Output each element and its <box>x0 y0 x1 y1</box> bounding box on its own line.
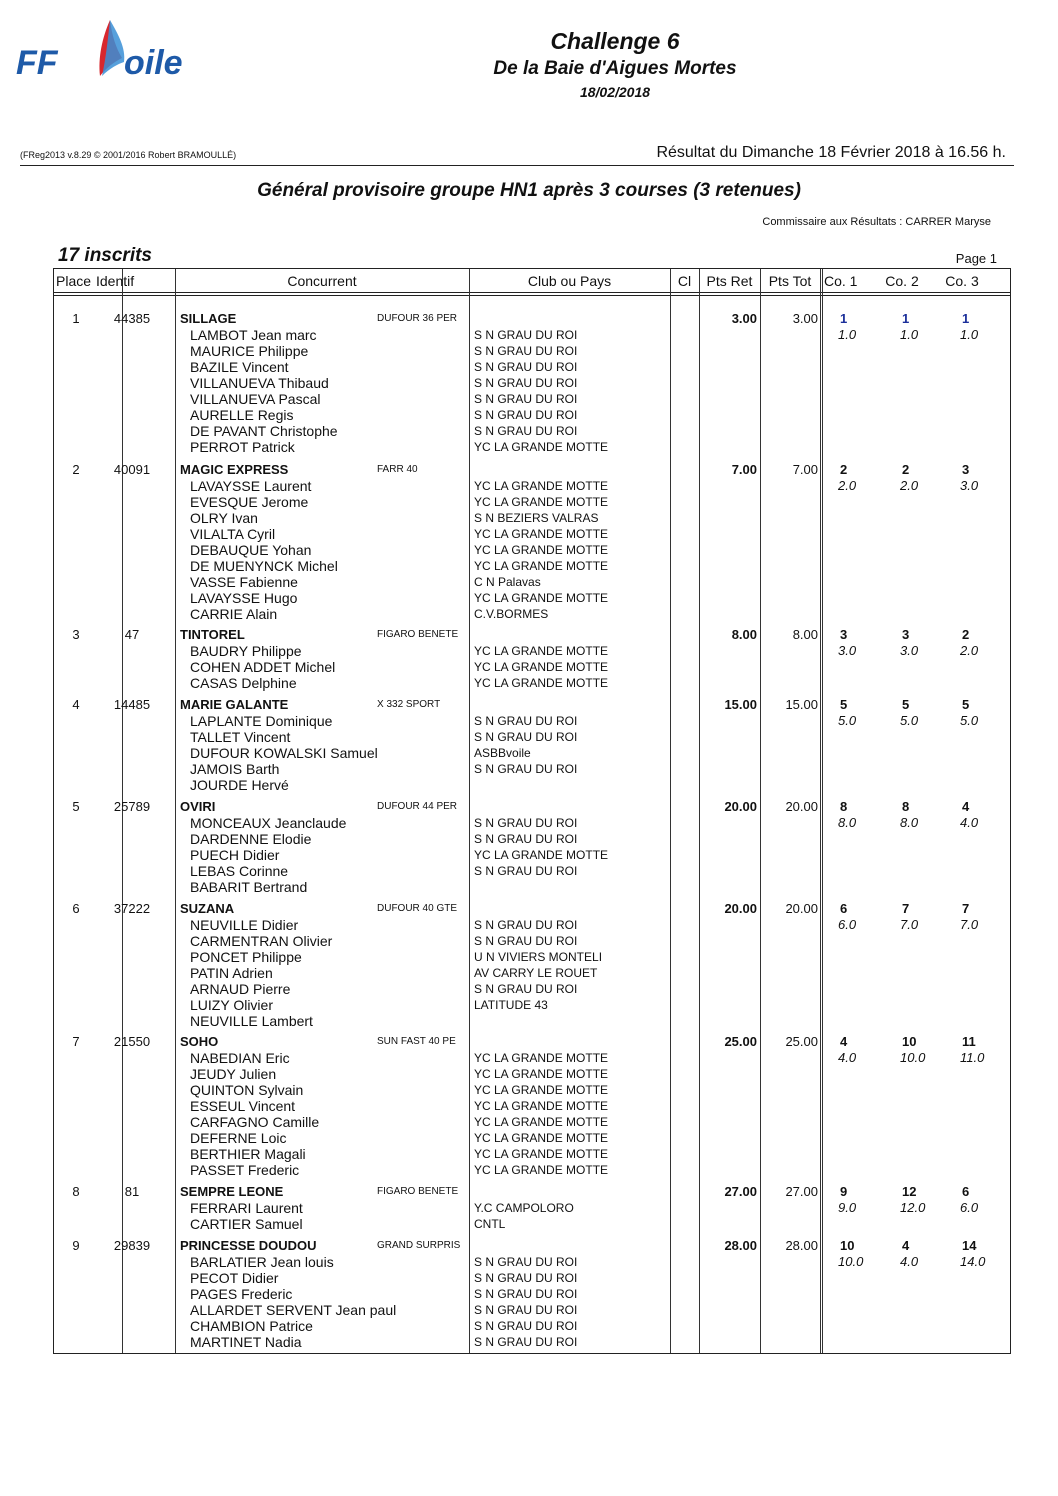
crew-club: YC LA GRANDE MOTTE <box>474 1099 609 1113</box>
pts-tot-cell: 27.00 <box>785 1184 818 1199</box>
race-rank: 4 <box>962 799 970 814</box>
race-rank: 9 <box>840 1184 848 1199</box>
boat-type: DUFOUR 36 PER <box>377 313 458 324</box>
race-score: 6.0 <box>838 917 857 932</box>
crew-name: EVESQUE Jerome <box>190 494 309 510</box>
crew-club: S N GRAU DU ROI <box>474 1335 578 1349</box>
pts-tot-cell: 25.00 <box>785 1034 818 1049</box>
crew-name: BAUDRY Philippe <box>190 643 302 659</box>
crew-name: ESSEUL Vincent <box>190 1098 296 1114</box>
pts-tot-cell: 20.00 <box>785 799 818 814</box>
crew-club: AV CARRY LE ROUET <box>474 966 598 980</box>
ident-cell: 14485 <box>113 697 151 712</box>
col-place: Place <box>56 273 92 289</box>
race-score: 2.0 <box>838 478 857 493</box>
crew-club: YC LA GRANDE MOTTE <box>474 495 609 509</box>
commissaire-line: Commissaire aux Résultats : CARRER Maryse <box>762 216 991 228</box>
crew-name: ALLARDET SERVENT Jean paul <box>190 1302 397 1318</box>
crew-name: CARMENTRAN Olivier <box>190 933 333 949</box>
crew-name: PECOT Didier <box>190 1270 279 1286</box>
crew-name: DEFERNE Loic <box>190 1130 287 1146</box>
column-divider <box>469 269 470 1353</box>
column-divider <box>820 269 821 1353</box>
place-cell: 6 <box>72 901 80 916</box>
pts-ret-cell: 3.00 <box>731 311 757 326</box>
crew-club: YC LA GRANDE MOTTE <box>474 848 609 862</box>
crew-name: NABEDIAN Eric <box>190 1050 290 1066</box>
crew-name: QUINTON Sylvain <box>190 1082 304 1098</box>
crew-name: LAMBOT Jean marc <box>190 327 317 343</box>
crew-name: NEUVILLE Didier <box>190 917 299 933</box>
page-number: Page 1 <box>955 251 997 266</box>
crew-name: DARDENNE Elodie <box>190 831 312 847</box>
boat-name: SOHO <box>180 1034 219 1049</box>
crew-name: LAVAYSSE Hugo <box>190 590 298 606</box>
crew-club: U N VIVIERS MONTELI <box>474 950 603 964</box>
crew-name: DEBAUQUE Yohan <box>190 542 312 558</box>
crew-name: CARRIE Alain <box>190 606 278 622</box>
crew-name: DUFOUR KOWALSKI Samuel <box>190 745 378 761</box>
crew-name: CARTIER Samuel <box>190 1216 303 1232</box>
svg-text:FF: FF <box>16 44 58 82</box>
crew-club: YC LA GRANDE MOTTE <box>474 660 609 674</box>
crew-name: MONCEAUX Jeanclaude <box>190 815 347 831</box>
boat-type: SUN FAST 40 PE <box>377 1036 456 1047</box>
race-score: 5.0 <box>960 713 979 728</box>
crew-name: VILLANUEVA Pascal <box>190 391 321 407</box>
boat-type: FARR 40 <box>377 464 418 475</box>
crew-club: YC LA GRANDE MOTTE <box>474 1163 609 1177</box>
race-rank: 8 <box>840 799 848 814</box>
col-co2: Co. 2 <box>885 273 919 289</box>
boat-type: FIGARO BENETE <box>377 1186 459 1197</box>
col-co3: Co. 3 <box>945 273 979 289</box>
crew-club: S N GRAU DU ROI <box>474 762 578 776</box>
race-score: 3.0 <box>960 478 979 493</box>
crew-club: ASBBvoile <box>474 746 531 760</box>
race-score: 9.0 <box>838 1200 857 1215</box>
race-rank: 6 <box>962 1184 970 1199</box>
crew-club: S N GRAU DU ROI <box>474 1303 578 1317</box>
pts-tot-cell: 20.00 <box>785 901 818 916</box>
crew-name: PAGES Frederic <box>190 1286 293 1302</box>
crew-club: CNTL <box>474 1217 506 1231</box>
ident-cell: 29839 <box>113 1238 151 1253</box>
boat-name: MAGIC EXPRESS <box>180 462 289 477</box>
crew-name: BABARIT Bertrand <box>190 879 308 895</box>
pts-tot-cell: 28.00 <box>785 1238 818 1253</box>
crew-name: JOURDE Hervé <box>190 777 289 793</box>
race-score: 6.0 <box>960 1200 979 1215</box>
crew-club: S N GRAU DU ROI <box>474 424 578 438</box>
race-rank: 10 <box>840 1238 855 1253</box>
race-rank: 10 <box>902 1034 917 1049</box>
col-concurrent: Concurrent <box>287 273 357 289</box>
pts-tot-cell: 15.00 <box>785 697 818 712</box>
crew-club: S N GRAU DU ROI <box>474 408 578 422</box>
race-score: 12.0 <box>900 1200 926 1215</box>
header-rule <box>54 292 1010 293</box>
race-score: 5.0 <box>838 713 857 728</box>
place-cell: 1 <box>72 311 80 326</box>
crew-name: PUECH Didier <box>190 847 280 863</box>
ident-cell: 21550 <box>113 1034 151 1049</box>
pts-ret-cell: 25.00 <box>724 1034 757 1049</box>
boat-name: OVIRI <box>180 799 216 814</box>
crew-club: YC LA GRANDE MOTTE <box>474 1051 609 1065</box>
crew-club: YC LA GRANDE MOTTE <box>474 1131 609 1145</box>
race-rank: 11 <box>962 1034 976 1049</box>
race-score: 14.0 <box>960 1254 986 1269</box>
crew-club: YC LA GRANDE MOTTE <box>474 1083 609 1097</box>
race-rank: 4 <box>840 1034 848 1049</box>
race-rank: 7 <box>962 901 970 916</box>
ffvoile-logo-icon <box>14 18 194 84</box>
crew-name: VILALTA Cyril <box>190 526 276 542</box>
place-cell: 8 <box>72 1184 80 1199</box>
ident-cell: 81 <box>124 1184 140 1199</box>
crew-name: TALLET Vincent <box>190 729 291 745</box>
race-score: 4.0 <box>960 815 979 830</box>
crew-club: S N GRAU DU ROI <box>474 934 578 948</box>
place-cell: 4 <box>72 697 80 712</box>
race-rank: 12 <box>902 1184 917 1199</box>
boat-name: TINTOREL <box>180 627 245 642</box>
place-cell: 2 <box>72 462 80 477</box>
boat-name: SUZANA <box>180 901 235 916</box>
crew-name: JAMOIS Barth <box>190 761 280 777</box>
crew-club: YC LA GRANDE MOTTE <box>474 1147 609 1161</box>
page-subtitle: De la Baie d'Aigues Mortes <box>493 58 737 79</box>
crew-name: PONCET Philippe <box>190 949 302 965</box>
crew-club: YC LA GRANDE MOTTE <box>474 527 609 541</box>
crew-club: S N GRAU DU ROI <box>474 1287 578 1301</box>
crew-name: LUIZY Olivier <box>190 997 273 1013</box>
crew-club: S N GRAU DU ROI <box>474 730 578 744</box>
crew-name: NEUVILLE Lambert <box>190 1013 313 1029</box>
crew-name: COHEN ADDET Michel <box>190 659 336 675</box>
crew-club: S N GRAU DU ROI <box>474 376 578 390</box>
crew-name: VILLANUEVA Thibaud <box>190 375 329 391</box>
crew-club: C N Palavas <box>474 575 541 589</box>
crew-name: BARLATIER Jean louis <box>190 1254 334 1270</box>
place-cell: 9 <box>72 1238 80 1253</box>
col-pts-ret: Pts Ret <box>706 273 753 289</box>
race-score: 4.0 <box>900 1254 919 1269</box>
crew-name: DE MUENYNCK Michel <box>190 558 338 574</box>
inscrits-count: 17 inscrits <box>58 245 152 266</box>
header-rule-inner <box>54 295 1010 296</box>
col-club: Club ou Pays <box>527 273 612 289</box>
race-rank: 2 <box>840 462 848 477</box>
crew-club: C.V.BORMES <box>474 607 549 621</box>
crew-name: LAVAYSSE Laurent <box>190 478 312 494</box>
column-divider <box>175 269 176 1353</box>
crew-club: S N GRAU DU ROI <box>474 328 578 342</box>
place-cell: 3 <box>72 627 80 642</box>
race-score: 5.0 <box>900 713 919 728</box>
crew-club: LATITUDE 43 <box>474 998 548 1012</box>
crew-club: YC LA GRANDE MOTTE <box>474 440 609 454</box>
crew-name: OLRY Ivan <box>190 510 258 526</box>
boat-type: GRAND SURPRIS <box>377 1240 461 1251</box>
col-co1: Co. 1 <box>824 273 858 289</box>
crew-club: S N GRAU DU ROI <box>474 982 578 996</box>
ident-cell: 37222 <box>113 901 151 916</box>
ident-cell: 44385 <box>113 311 151 326</box>
pts-ret-cell: 15.00 <box>724 697 757 712</box>
crew-club: S N GRAU DU ROI <box>474 1255 578 1269</box>
race-rank: 2 <box>902 462 910 477</box>
header-divider <box>20 165 1014 166</box>
race-score: 2.0 <box>960 643 979 658</box>
race-score: 8.0 <box>900 815 919 830</box>
crew-name: ARNAUD Pierre <box>190 981 291 997</box>
crew-name: PERROT Patrick <box>190 439 295 455</box>
crew-club: S N GRAU DU ROI <box>474 1319 578 1333</box>
race-rank: 1 <box>962 311 970 326</box>
crew-club: S N GRAU DU ROI <box>474 360 578 374</box>
race-rank: 1 <box>902 311 910 326</box>
boat-name: SILLAGE <box>180 311 237 326</box>
crew-club: S N GRAU DU ROI <box>474 816 578 830</box>
boat-name: SEMPRE LEONE <box>180 1184 284 1199</box>
race-score: 7.0 <box>900 917 919 932</box>
race-rank: 5 <box>840 697 848 712</box>
race-rank: 2 <box>962 627 970 642</box>
race-rank: 4 <box>902 1238 910 1253</box>
crew-club: YC LA GRANDE MOTTE <box>474 543 609 557</box>
svg-text:oile: oile <box>124 44 183 82</box>
race-score: 10.0 <box>838 1254 864 1269</box>
software-credit: (FReg2013 v.8.29 © 2001/2016 Robert BRAMOULLÉ) <box>20 150 237 160</box>
crew-name: CHAMBION Patrice <box>190 1318 313 1334</box>
race-rank: 6 <box>840 901 848 916</box>
race-rank: 1 <box>840 311 848 326</box>
crew-name: LEBAS Corinne <box>190 863 289 879</box>
race-rank: 5 <box>962 697 970 712</box>
page-title: Challenge 6 <box>550 28 680 54</box>
ident-cell: 47 <box>124 627 140 642</box>
place-cell: 7 <box>72 1034 80 1049</box>
event-date: 18/02/2018 <box>579 84 651 100</box>
race-score: 1.0 <box>960 327 979 342</box>
crew-club: YC LA GRANDE MOTTE <box>474 644 609 658</box>
race-rank: 7 <box>902 901 910 916</box>
boat-type: FIGARO BENETE <box>377 629 459 640</box>
crew-club: S N GRAU DU ROI <box>474 344 578 358</box>
pts-ret-cell: 20.00 <box>724 799 757 814</box>
crew-name: FERRARI Laurent <box>190 1200 303 1216</box>
col-cl: Cl <box>677 273 692 289</box>
pts-ret-cell: 27.00 <box>724 1184 757 1199</box>
pts-ret-cell: 7.00 <box>731 462 757 477</box>
column-divider <box>670 269 671 1353</box>
crew-name: BAZILE Vincent <box>190 359 289 375</box>
boat-type: DUFOUR 44 PER <box>377 801 458 812</box>
crew-club: YC LA GRANDE MOTTE <box>474 559 609 573</box>
crew-club: S N GRAU DU ROI <box>474 392 578 406</box>
race-rank: 5 <box>902 697 910 712</box>
race-score: 3.0 <box>838 643 857 658</box>
pts-ret-cell: 28.00 <box>724 1238 757 1253</box>
crew-name: JEUDY Julien <box>190 1066 277 1082</box>
ident-cell: 40091 <box>113 462 151 477</box>
crew-name: PASSET Frederic <box>190 1162 300 1178</box>
race-score: 1.0 <box>838 327 857 342</box>
boat-name: PRINCESSE DOUDOU <box>180 1238 317 1253</box>
crew-club: S N BEZIERS VALRAS <box>474 511 599 525</box>
crew-name: CASAS Delphine <box>190 675 297 691</box>
race-rank: 8 <box>902 799 910 814</box>
crew-name: VASSE Fabienne <box>190 574 298 590</box>
crew-name: DE PAVANT Christophe <box>190 423 338 439</box>
results-table <box>53 268 1011 1354</box>
race-score: 3.0 <box>900 643 919 658</box>
crew-name: AURELLE Regis <box>190 407 294 423</box>
ranking-title: Général provisoire groupe HN1 après 3 courses (3 retenues) <box>257 180 801 201</box>
crew-club: YC LA GRANDE MOTTE <box>474 591 609 605</box>
place-cell: 5 <box>72 799 80 814</box>
crew-club: S N GRAU DU ROI <box>474 714 578 728</box>
crew-name: BERTHIER Magali <box>190 1146 306 1162</box>
crew-club: Y.C CAMPOLORO <box>474 1201 574 1215</box>
race-score: 7.0 <box>960 917 979 932</box>
boat-type: DUFOUR 40 GTE <box>377 903 458 914</box>
race-rank: 3 <box>962 462 970 477</box>
pts-tot-cell: 3.00 <box>792 311 818 326</box>
crew-name: MAURICE Philippe <box>190 343 309 359</box>
pts-tot-cell: 7.00 <box>792 462 818 477</box>
race-rank: 3 <box>840 627 848 642</box>
pts-tot-cell: 8.00 <box>792 627 818 642</box>
crew-club: S N GRAU DU ROI <box>474 832 578 846</box>
crew-club: YC LA GRANDE MOTTE <box>474 1067 609 1081</box>
race-score: 11.0 <box>960 1050 985 1065</box>
boat-type: X 332 SPORT <box>377 699 441 710</box>
boat-name: MARIE GALANTE <box>180 697 289 712</box>
pts-ret-cell: 20.00 <box>724 901 757 916</box>
crew-club: S N GRAU DU ROI <box>474 918 578 932</box>
race-score: 2.0 <box>900 478 919 493</box>
crew-club: YC LA GRANDE MOTTE <box>474 676 609 690</box>
pts-ret-cell: 8.00 <box>731 627 757 642</box>
crew-club: S N GRAU DU ROI <box>474 1271 578 1285</box>
ident-cell: 25789 <box>113 799 151 814</box>
race-score: 4.0 <box>838 1050 857 1065</box>
race-score: 1.0 <box>900 327 919 342</box>
crew-club: YC LA GRANDE MOTTE <box>474 479 609 493</box>
ffvoile-logo <box>14 18 194 84</box>
crew-name: CARFAGNO Camille <box>190 1114 320 1130</box>
crew-club: YC LA GRANDE MOTTE <box>474 1115 609 1129</box>
race-rank: 3 <box>902 627 910 642</box>
crew-name: MARTINET Nadia <box>190 1334 302 1350</box>
race-score: 8.0 <box>838 815 857 830</box>
col-pts-tot: Pts Tot <box>768 273 812 289</box>
race-rank: 14 <box>962 1238 977 1253</box>
crew-club: S N GRAU DU ROI <box>474 864 578 878</box>
crew-name: PATIN Adrien <box>190 965 273 981</box>
crew-name: LAPLANTE Dominique <box>190 713 333 729</box>
race-score: 10.0 <box>900 1050 926 1065</box>
col-ident: Identif <box>96 273 135 289</box>
result-timestamp: Résultat du Dimanche 18 Février 2018 à 16.56 h. <box>656 144 1006 161</box>
column-divider <box>822 269 823 1353</box>
